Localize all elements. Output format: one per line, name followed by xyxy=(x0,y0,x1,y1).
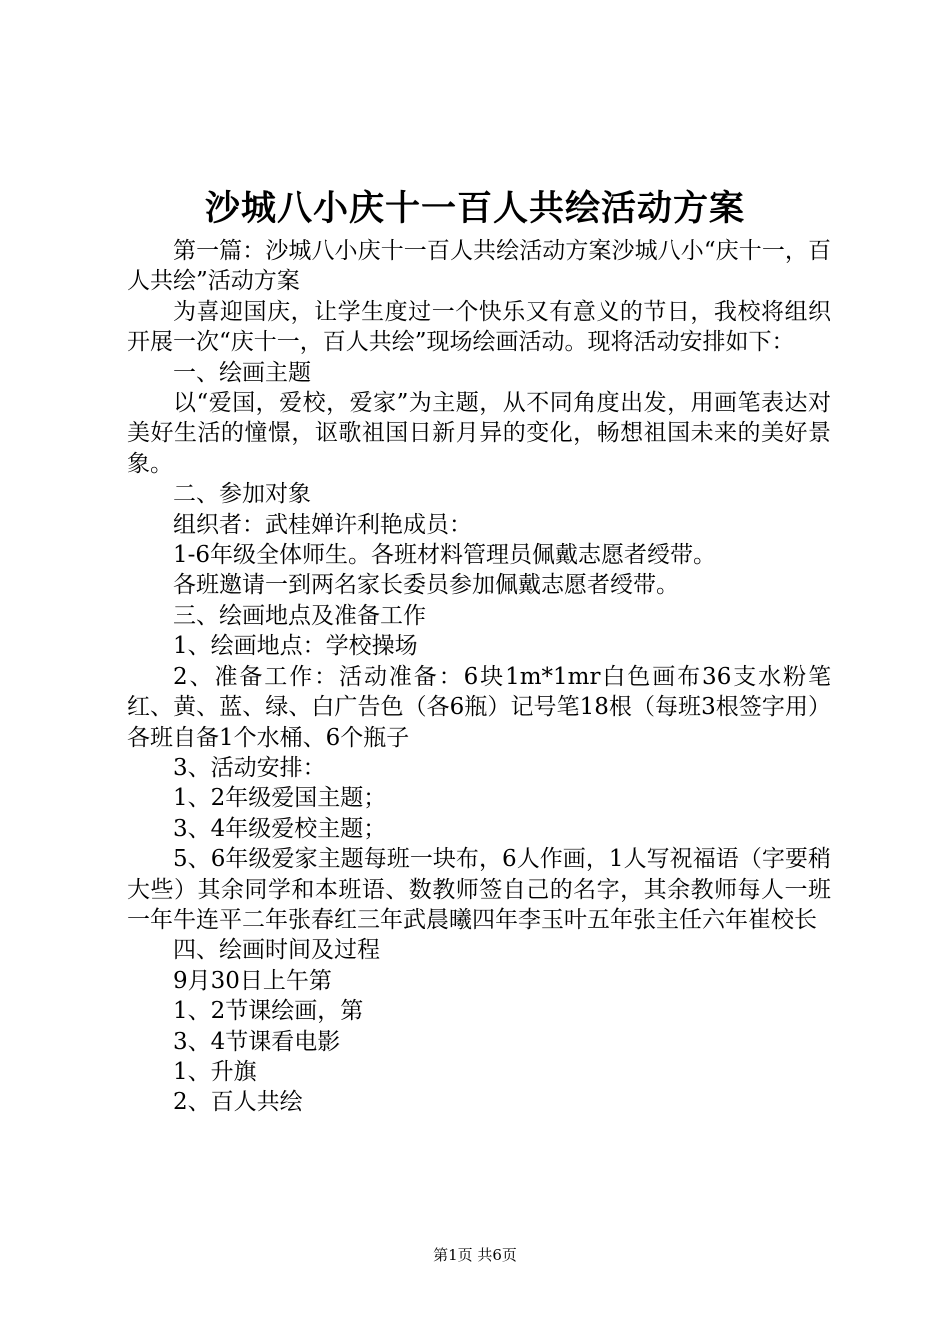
section-heading: 四、绘画时间及过程 xyxy=(173,937,380,964)
list-item: 3、4年级爱校主题； xyxy=(173,815,387,842)
paragraph: 1、2节课绘画，第 xyxy=(173,998,364,1025)
document-body xyxy=(127,236,831,1118)
paragraph: 组织者：武桂婵许利艳成员： xyxy=(173,511,472,538)
paragraph: 为喜迎国庆，让学生度过一个快乐又有意义的节日，我校将组织开展一次“庆十一，百人共绘”现场绘画活动。现将活动安排如下： xyxy=(127,298,831,356)
paragraph: 9月30日上午第 xyxy=(173,967,332,994)
list-item: 1、升旗 xyxy=(173,1058,257,1085)
paragraph: 第一篇：沙城八小庆十一百人共绘活动方案沙城八小“庆十一，百人共绘”活动方案 xyxy=(127,238,831,295)
list-item: 5、6年级爱家主题每班一块布，6人作画，1人写祝福语（字要稍大些）其余同学和本班语、数教师签自己的名字，其余教师每人一班一年牛连平二年张春红三年武晨曦四年李玉叶五年张主任六年崔校长 xyxy=(127,846,831,933)
list-item: 2、准备工作：活动准备：6块1m*1mr白色画布36支水粉笔红、黄、蓝、绿、白广告色（各6瓶）记号笔18根（每班3根签字用）各班自备1个水桶、6个瓶子 xyxy=(127,663,831,751)
paragraph: 1-6年级全体师生。各班材料管理员佩戴志愿者绶带。 xyxy=(173,542,717,569)
list-item: 1、绘画地点：学校操场 xyxy=(173,633,418,660)
paragraph: 各班邀请一到两名家长委员参加佩戴志愿者绶带。 xyxy=(173,572,679,599)
section-heading: 一、绘画主题 xyxy=(173,359,311,386)
section-heading: 三、绘画地点及准备工作 xyxy=(173,602,426,629)
paragraph: 以“爱国，爱校，爱家”为主题，从不同角度出发，用画笔表达对美好生活的憧憬，讴歌祖国日新月异的变化，畅想祖国未来的美好景象。 xyxy=(127,390,831,477)
page-footer: 第1页 共6页 xyxy=(433,1246,517,1264)
list-item: 1、2年级爱国主题； xyxy=(173,785,387,812)
list-item: 2、百人共绘 xyxy=(173,1089,303,1116)
list-item: 3、活动安排： xyxy=(173,754,326,781)
section-heading: 二、参加对象 xyxy=(173,481,311,508)
document-title: 沙城八小庆十一百人共绘活动方案 xyxy=(204,188,745,229)
paragraph: 3、4节课看电影 xyxy=(173,1028,341,1055)
